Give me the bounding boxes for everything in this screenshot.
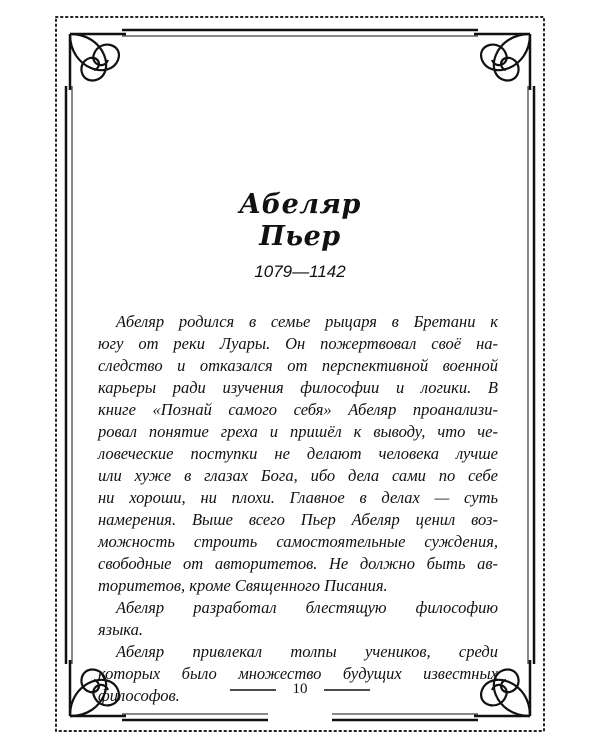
corner-flourish-icon bbox=[62, 26, 126, 90]
text-line: следство и отказался от перспективной военной bbox=[98, 356, 498, 375]
life-dates: 1079—1142 bbox=[254, 262, 346, 281]
text-line: ровал понятие греха и пришёл к выводу, что че- bbox=[98, 422, 498, 441]
paragraph-1 bbox=[98, 311, 498, 597]
text-line: югу от реки Луары. Он пожертвовал своё на- bbox=[98, 334, 498, 353]
text-line: Абеляр привлекал толпы учеников, среди bbox=[116, 642, 498, 661]
page-number: 10 bbox=[292, 681, 308, 697]
corner-flourish-icon bbox=[474, 26, 538, 90]
text-line: философов. bbox=[98, 686, 180, 705]
text-line: Абеляр разработал блестящую философию bbox=[116, 598, 498, 617]
text-line: которых было множество будущих известных bbox=[98, 664, 498, 683]
paragraph-2 bbox=[98, 597, 498, 641]
text-line: языка. bbox=[98, 620, 143, 639]
text-line: книге «Познай самого себя» Абеляр проанализи- bbox=[98, 400, 498, 419]
text-line: или хуже в глазах Бога, ибо дела сами по себе bbox=[98, 466, 498, 485]
article-title-line-1: Абеляр bbox=[239, 189, 361, 220]
page-number-gap bbox=[268, 708, 332, 726]
text-line: карьеры ради изучения философии и логики. В bbox=[98, 378, 498, 397]
text-line: можность строить самостоятельные суждения, bbox=[98, 532, 498, 551]
text-line: намерения. Выше всего Пьер Абеляр ценил воз- bbox=[98, 510, 498, 529]
text-line: ни хороши, ни плохи. Главное в делах — суть bbox=[98, 488, 498, 507]
text-line: свободные от авторитетов. Не должно быть ав- bbox=[98, 554, 498, 573]
article-title-line-2: Пьер bbox=[259, 221, 341, 252]
text-line: Абеляр родился в семье рыцаря в Бретани к bbox=[116, 312, 498, 331]
text-line: торитетов, кроме Священного Писания. bbox=[98, 576, 388, 595]
text-line: ловеческие поступки не делают человека лучше bbox=[98, 444, 498, 463]
